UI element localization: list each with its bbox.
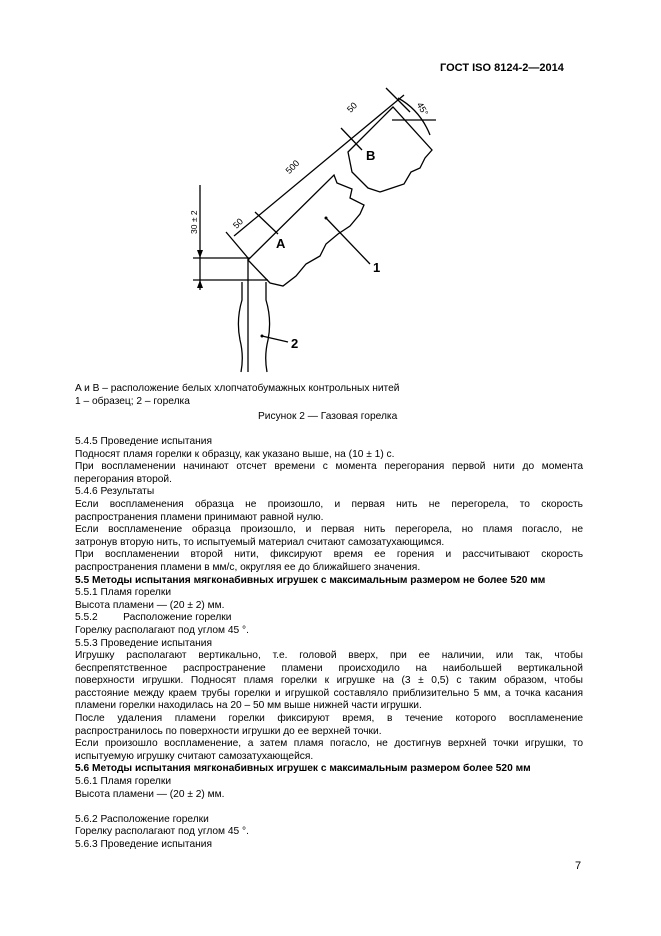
section-5-6-3: 5.6.3 Проведение испытания xyxy=(75,839,212,850)
section-5-5-1: 5.5.1 Пламя горелки xyxy=(75,587,172,599)
paragraph-line: Если воспламенение образца произошло, и первая нить перегорела, но пламя погасло, не xyxy=(75,524,583,536)
paragraph-line: распространилось по поверхности игрушки до ее верхней точки. xyxy=(75,725,382,737)
paragraph-line: При воспламенении начинают отсчет времени с момента перегорания первой нити до момента xyxy=(75,461,583,473)
dim-50-bottom-label: 50 xyxy=(230,216,246,231)
legend-line-2: 1 – образец; 2 – горелка xyxy=(75,396,190,407)
paragraph-line: Игрушку располагают вертикально, т.е. головой вверх, при ее наличии, или так, чтобы xyxy=(75,650,583,662)
figure-caption: Рисунок 2 — Газовая горелка xyxy=(258,411,398,422)
document-header: ГОСТ ISO 8124-2—2014 xyxy=(440,62,564,74)
section-5-5-3: 5.5.3 Проведение испытания xyxy=(75,637,212,649)
label-1: 1 xyxy=(373,260,381,275)
paragraph-line: затронув вторую нить, то испытуемый материал считают самозатухающимся. xyxy=(75,536,445,548)
section-5-5-2: 5.5.2 Расположение горелки xyxy=(75,612,232,624)
paragraph-line: При воспламенении второй нити, фиксируют время ее горения и рассчитывают скорость xyxy=(75,549,583,561)
burner-figure xyxy=(0,0,661,400)
section-5-4-5: 5.4.5 Проведение испытания xyxy=(75,436,212,447)
section-5-4-6: 5.4.6 Результаты xyxy=(75,486,155,498)
paragraph-line: распространения пламени в мм/с, округляя ее до ближайшего значения. xyxy=(75,561,421,573)
section-5-6-2: 5.6.2 Расположение горелки xyxy=(75,813,209,825)
page-number: 7 xyxy=(575,860,582,872)
paragraph-line: поверхности игрушки. Подносят пламя горелки к игрушке на (3 ± 0,5) с таким образом, чтобы xyxy=(75,675,583,687)
dim-500-label: 500 xyxy=(283,158,302,176)
burner-tube xyxy=(238,282,269,372)
paragraph-line: распространения пламени принимают равной нулю. xyxy=(75,511,324,523)
label-b: B xyxy=(366,148,376,163)
paragraph-line: расстояние между краем трубы горелки и игрушкой составляло приблизительно 5 мм, а точка касания xyxy=(75,687,583,699)
paragraph-line: пламени горелки находилась на 20 – 50 мм выше нижней части игрушки. xyxy=(75,700,422,712)
label-a: A xyxy=(276,236,286,251)
paragraph-line: Горелку располагают под углом 45 °. xyxy=(75,826,249,838)
paragraph-line: Высота пламени — (20 ± 2) мм. xyxy=(75,788,225,800)
paragraph-line: Если воспламенения образца не произошло, и первая нить не перегорела, то скорость xyxy=(75,498,583,510)
paragraph-line: перегорания второй. xyxy=(74,473,172,485)
label-2: 2 xyxy=(291,336,299,351)
paragraph-line: Высота пламени — (20 ± 2) мм. xyxy=(75,599,225,611)
paragraph-line: После удаления пламени горелки фиксируют время, в течение которого воспламенение xyxy=(75,713,583,725)
section-heading-5-6: 5.6 Методы испытания мягконабивных игрушек с максимальным размером более 520 мм xyxy=(75,763,531,775)
paragraph-line: Если произошло воспламенение, а затем пламя погасло, не достигнув верхней точки игрушки, то xyxy=(75,738,583,750)
paragraph-line: беспрепятственное распространение пламени происходило на наибольшей вертикальной xyxy=(75,662,583,674)
paragraph-line: Подносят пламя горелки к образцу, как указано выше, на (10 ± 1) с. xyxy=(75,448,395,460)
legend-line-1: A и B – расположение белых хлопчатобумажных контрольных нитей xyxy=(75,383,400,394)
sample-strip xyxy=(248,175,364,286)
section-heading-5-5: 5.5 Методы испытания мягконабивных игрушек с максимальным размером не более 520 мм xyxy=(75,574,546,586)
section-5-6-1: 5.6.1 Пламя горелки xyxy=(75,776,172,788)
paragraph-line: испытуемую игрушку считают самозатухающейся. xyxy=(75,750,314,762)
body-text xyxy=(75,436,583,852)
dim-50-top-label: 50 xyxy=(344,100,360,115)
dim-angle-label: 45° xyxy=(414,100,431,118)
paragraph-line: Горелку располагают под углом 45 °. xyxy=(75,624,249,636)
dim-height-label: 30 ± 2 xyxy=(189,210,199,234)
